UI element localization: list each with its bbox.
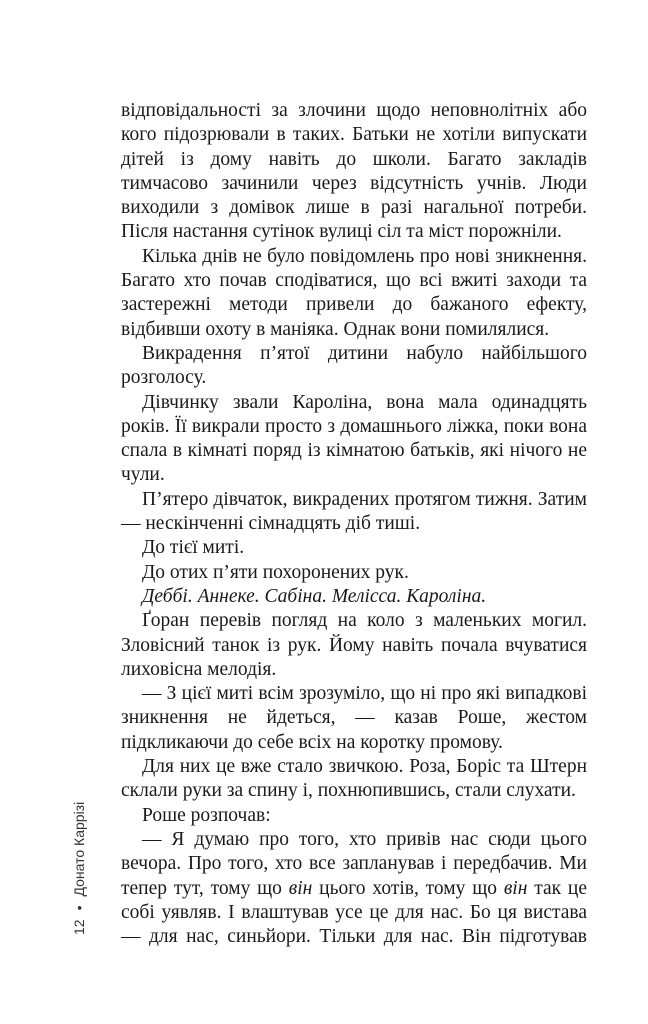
paragraph: П’ятеро дівчаток, викрадених протягом тижня. Затим — нескінченні сімнадцять діб тиші. <box>121 488 587 535</box>
bullet-separator: • <box>71 905 87 911</box>
paragraph: — З цієї миті всім зрозуміло, що ні про які випадкові зникнення не йдеться, — казав Роше, жестом підкликаючи до себе всіх на коротку промову. <box>121 683 587 753</box>
text-run: так це собі уявляв. І влаштував усе це для нас. Бо ця вистава — для нас, синьйори. Тільки для нас. Він підготував <box>121 877 587 948</box>
paragraph: Роше розпочав: <box>142 804 271 826</box>
page-number: 12 <box>71 919 87 935</box>
running-footer <box>71 802 87 935</box>
text-run: — Я думаю про того, хто привів нас сюди цього вечора. Про того, хто все запланував і передбачив. Ми тепер тут, тому що <box>121 828 587 899</box>
paragraph: До тієї миті. <box>142 537 245 559</box>
italic-names-line: Деббі. Аннеке. Сабіна. Мелісса. Кароліна. <box>142 585 487 607</box>
paragraph: Кілька днів не було повідомлень про нові зникнення. Багато хто почав сподіватися, що всі вжиті заходи та застережні методи привели до бажаного ефекту, відбивши охоту в маніяка. Однак вони помилялися. <box>121 245 587 340</box>
paragraph: Ґоран перевів погляд на коло з маленьких могил. Зловісний танок із рук. Йому навіть почала вчуватися лиховісна мелодія. <box>121 610 587 680</box>
paragraph: До отих п’яти похоронених рук. <box>142 561 409 583</box>
paragraph: відповідальності за злочини щодо неповнолітніх або кого підозрювали в таких. Батьки не хотіли випускати дітей із дому навіть до школи. Багато закладів тимчасово зачинили через відсутність учнів. Люди виходили з домівок лише в разі нагальної потреби. Після настання сутінок вулиці сіл та міст порожніли. <box>121 100 587 243</box>
emphasis-run: він <box>288 877 313 899</box>
text-run: цього хотів, тому що <box>312 877 504 899</box>
book-page-body <box>121 99 587 949</box>
paragraph: Дівчинку звали Кароліна, вона мала одинадцять років. Її викрали просто з домашнього ліжка, поки вона спала в кімнаті поряд із кімнатою батьків, які нічого не чули. <box>121 391 587 486</box>
author-name: Донато Каррізі <box>71 801 87 897</box>
emphasis-run: він <box>503 877 528 899</box>
paragraph: Для них це вже стало звичкою. Роза, Боріс та Штерн склали руки за спину і, похнюпившись, стали слухати. <box>121 756 587 802</box>
paragraph: Викрадення п’ятої дитини набуло найбільшого розголосу. <box>121 342 587 389</box>
paragraph-last <box>121 828 587 949</box>
